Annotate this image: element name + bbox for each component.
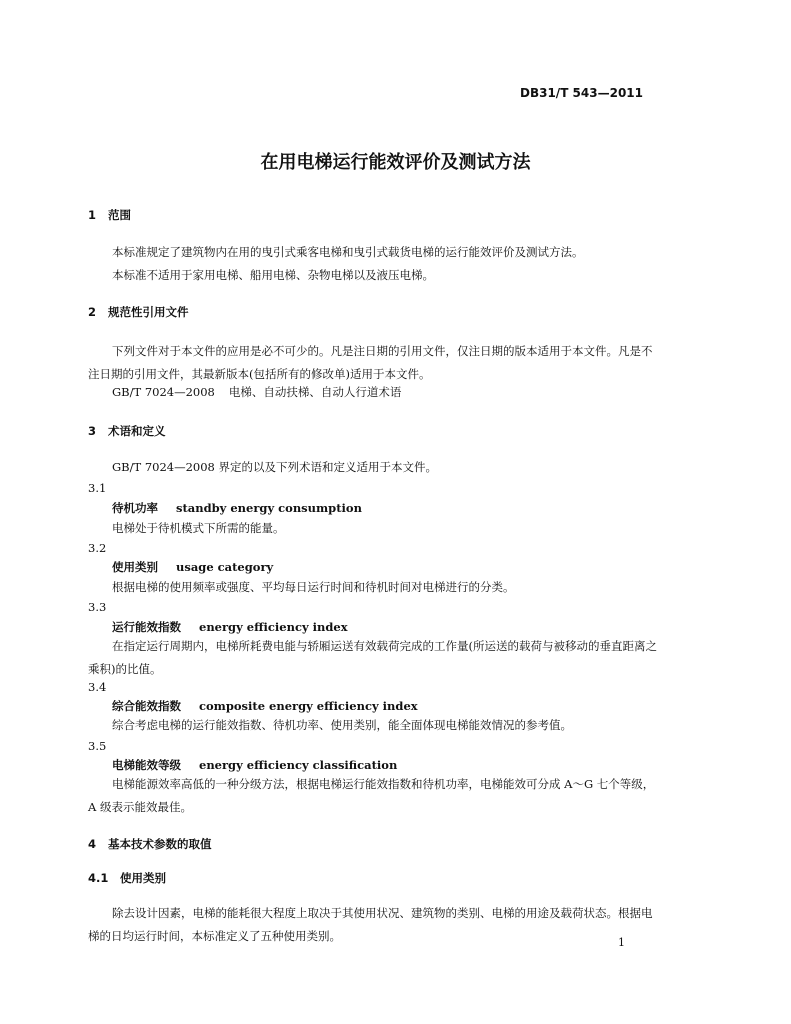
term-number: 3.5	[88, 739, 107, 753]
term-number: 3.3	[88, 600, 107, 614]
section-4-heading	[88, 836, 658, 852]
section-3-heading	[88, 423, 658, 439]
term-en: composite energy efficiency index	[199, 699, 418, 713]
term-number: 3.4	[88, 680, 107, 694]
term-zh: 待机功率	[112, 501, 158, 515]
term-en: energy efficiency index	[199, 620, 348, 634]
section-number: 1	[88, 208, 97, 222]
term-en: usage category	[176, 560, 274, 574]
section-number: 3	[88, 424, 97, 438]
section-1-heading	[88, 207, 658, 223]
term-zh: 使用类别	[112, 560, 158, 574]
subsection-title: 使用类别	[120, 871, 166, 885]
standard-number: DB31/T 543—2011	[520, 86, 643, 100]
term-zh: 电梯能效等级	[112, 758, 181, 772]
term-en: energy efficiency classification	[199, 758, 398, 772]
reference-title: 电梯、自动扶梯、自动人行道术语	[228, 385, 402, 399]
term-number: 3.1	[88, 481, 107, 495]
term-definition: 电梯能源效率高低的一种分级方法，根据电梯运行能效指数和待机功率，电梯能效可分成 A～G 七个等级，A 级表示能效最佳。	[88, 777, 655, 814]
subsection-4-1-heading	[88, 870, 658, 886]
section-2-heading	[88, 304, 658, 320]
term-zh: 综合能效指数	[112, 699, 181, 713]
subsection-4-1-para: 除去设计因素，电梯的能耗很大程度上取决于其使用状况、建筑物的类别、电梯的用途及载荷状态。根据电梯的日均运行时间，本标准定义了五种使用类别。	[88, 906, 653, 943]
term-definition: 在指定运行周期内，电梯所耗费电能与轿厢运送有效载荷完成的工作量(所运送的载荷与被移动的垂直距离之乘积)的比值。	[88, 639, 657, 676]
section-2-para: 下列文件对于本文件的应用是必不可少的。凡是注日期的引用文件，仅注日期的版本适用于本文件。凡是不注日期的引用文件，其最新版本(包括所有的修改单)适用于本文件。	[88, 344, 653, 381]
section-number: 2	[88, 305, 97, 319]
reference-code: GB/T 7024—2008	[112, 385, 215, 399]
normative-reference	[88, 381, 682, 404]
term-zh: 运行能效指数	[112, 620, 181, 634]
section-number: 4	[88, 837, 97, 851]
term-number: 3.2	[88, 541, 107, 555]
term-definition: 综合考虑电梯的运行能效指数、待机功率、使用类别，能全面体现电梯能效情况的参考值。	[112, 718, 572, 732]
section-title: 范围	[108, 208, 131, 222]
term-en: standby energy consumption	[176, 501, 362, 515]
section-title: 术语和定义	[108, 424, 166, 438]
section-1-para-2: 本标准不适用于家用电梯、船用电梯、杂物电梯以及液压电梯。	[112, 268, 434, 282]
term-definition: 根据电梯的使用频率或强度、平均每日运行时间和待机时间对电梯进行的分类。	[112, 580, 515, 594]
document-title: 在用电梯运行能效评价及测试方法	[260, 152, 531, 173]
section-title: 规范性引用文件	[108, 305, 189, 319]
section-title: 基本技术参数的取值	[108, 837, 212, 851]
section-1-para-1: 本标准规定了建筑物内在用的曳引式乘客电梯和曳引式载货电梯的运行能效评价及测试方法。	[112, 245, 584, 259]
subsection-number: 4.1	[88, 871, 109, 885]
term-definition: 电梯处于待机模式下所需的能量。	[112, 521, 285, 535]
page-number: 1	[618, 936, 625, 949]
section-3-intro: GB/T 7024—2008 界定的以及下列术语和定义适用于本文件。	[112, 460, 438, 474]
